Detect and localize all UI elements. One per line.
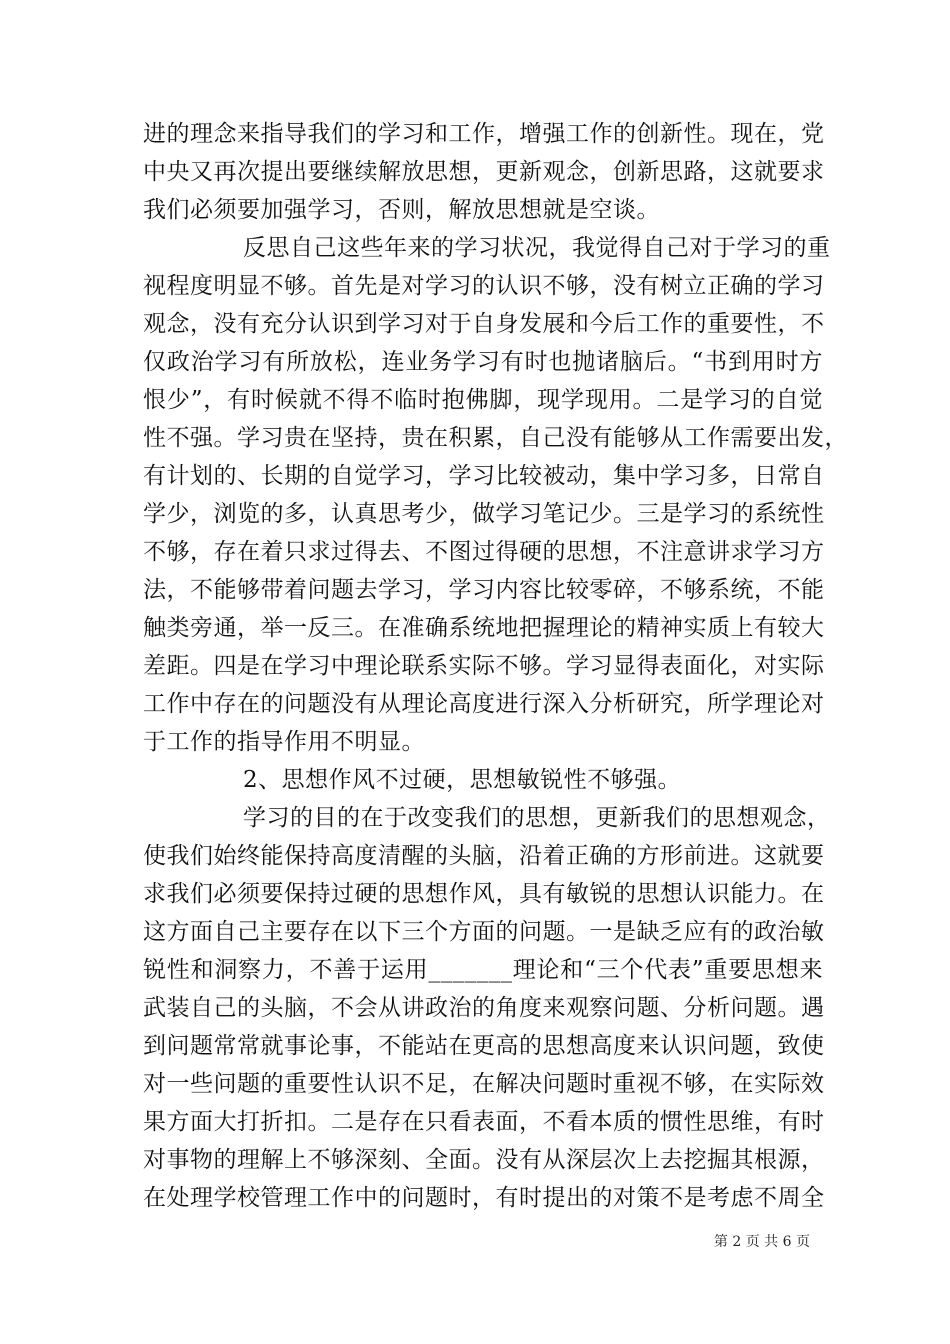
section-heading: 2、思想作风不过硬，思想敏锐性不够强。 (243, 767, 682, 793)
text-line: 到问题常常就事论事，不能站在更高的思想高度来认识问题，致使 (143, 1033, 825, 1059)
text-line: 对一些问题的重要性认识不足，在解决问题时重视不够，在实际效 (143, 1071, 825, 1097)
text-line: 进的理念来指导我们的学习和工作，增强工作的创新性。现在，党 (143, 121, 825, 147)
text-line: 使我们始终能保持高度清醒的头脑，沿着正确的方形前进。这就要 (143, 843, 825, 869)
text-line: 工作中存在的问题没有从理论高度进行深入分析研究，所学理论对 (143, 691, 825, 717)
text-line: 在处理学校管理工作中的问题时，有时提出的对策不是考虑不周全 (143, 1185, 825, 1211)
text-line: 恨少”，有时候就不得不临时抱佛脚，现学现用。二是学习的自觉 (143, 387, 823, 413)
text-line: 有计划的、长期的自觉学习，学习比较被动，集中学习多，日常自 (143, 463, 825, 489)
text-line: 仅政治学习有所放松，连业务学习有时也抛诸脑后。“书到用时方 (143, 349, 823, 375)
text-line: 求我们必须要保持过硬的思想作风，具有敏锐的思想认识能力。在 (143, 881, 825, 907)
text-line: 观念，没有充分认识到学习对于自身发展和今后工作的重要性，不 (143, 311, 825, 337)
page-number-footer: 第 2 页 共 6 页 (713, 1234, 810, 1250)
text-line: 触类旁通，举一反三。在准确系统地把握理论的精神实质上有较大 (143, 615, 825, 641)
text-line: 我们必须要加强学习，否则，解放思想就是空谈。 (143, 197, 660, 223)
paragraph-first-line: 反思自己这些年来的学习状况，我觉得自己对于学习的重 (243, 235, 831, 261)
text-line: 不够，存在着只求过得去、不图过得硬的思想，不注意讲求学习方 (143, 539, 825, 565)
text-line: 果方面大打折扣。二是存在只看表面，不看本质的惯性思维，有时 (143, 1109, 825, 1135)
text-line: 锐性和洞察力，不善于运用_______理论和“三个代表”重要思想来 (143, 957, 823, 983)
text-line: 学少，浏览的多，认真思考少，做学习笔记少。三是学习的系统性 (143, 501, 825, 527)
text-line: 差距。四是在学习中理论联系实际不够。学习显得表面化，对实际 (143, 653, 825, 679)
text-line: 法，不能够带着问题去学习，学习内容比较零碎，不够系统，不能 (143, 577, 825, 603)
text-line: 性不强。学习贵在坚持，贵在积累，自己没有能够从工作需要出发， (143, 425, 848, 451)
text-line: 于工作的指导作用不明显。 (143, 729, 425, 755)
text-line: 中央又再次提出要继续解放思想，更新观念，创新思路，这就要求 (143, 159, 825, 185)
text-line: 对事物的理解上不够深刻、全面。没有从深层次上去挖掘其根源， (143, 1147, 825, 1173)
text-line: 这方面自己主要存在以下三个方面的问题。一是缺乏应有的政治敏 (143, 919, 825, 945)
text-line: 视程度明显不够。首先是对学习的认识不够，没有树立正确的学习 (143, 273, 825, 299)
text-line: 武装自己的头脑，不会从讲政治的角度来观察问题、分析问题。遇 (143, 995, 825, 1021)
paragraph-first-line: 学习的目的在于改变我们的思想，更新我们的思想观念， (243, 805, 831, 831)
